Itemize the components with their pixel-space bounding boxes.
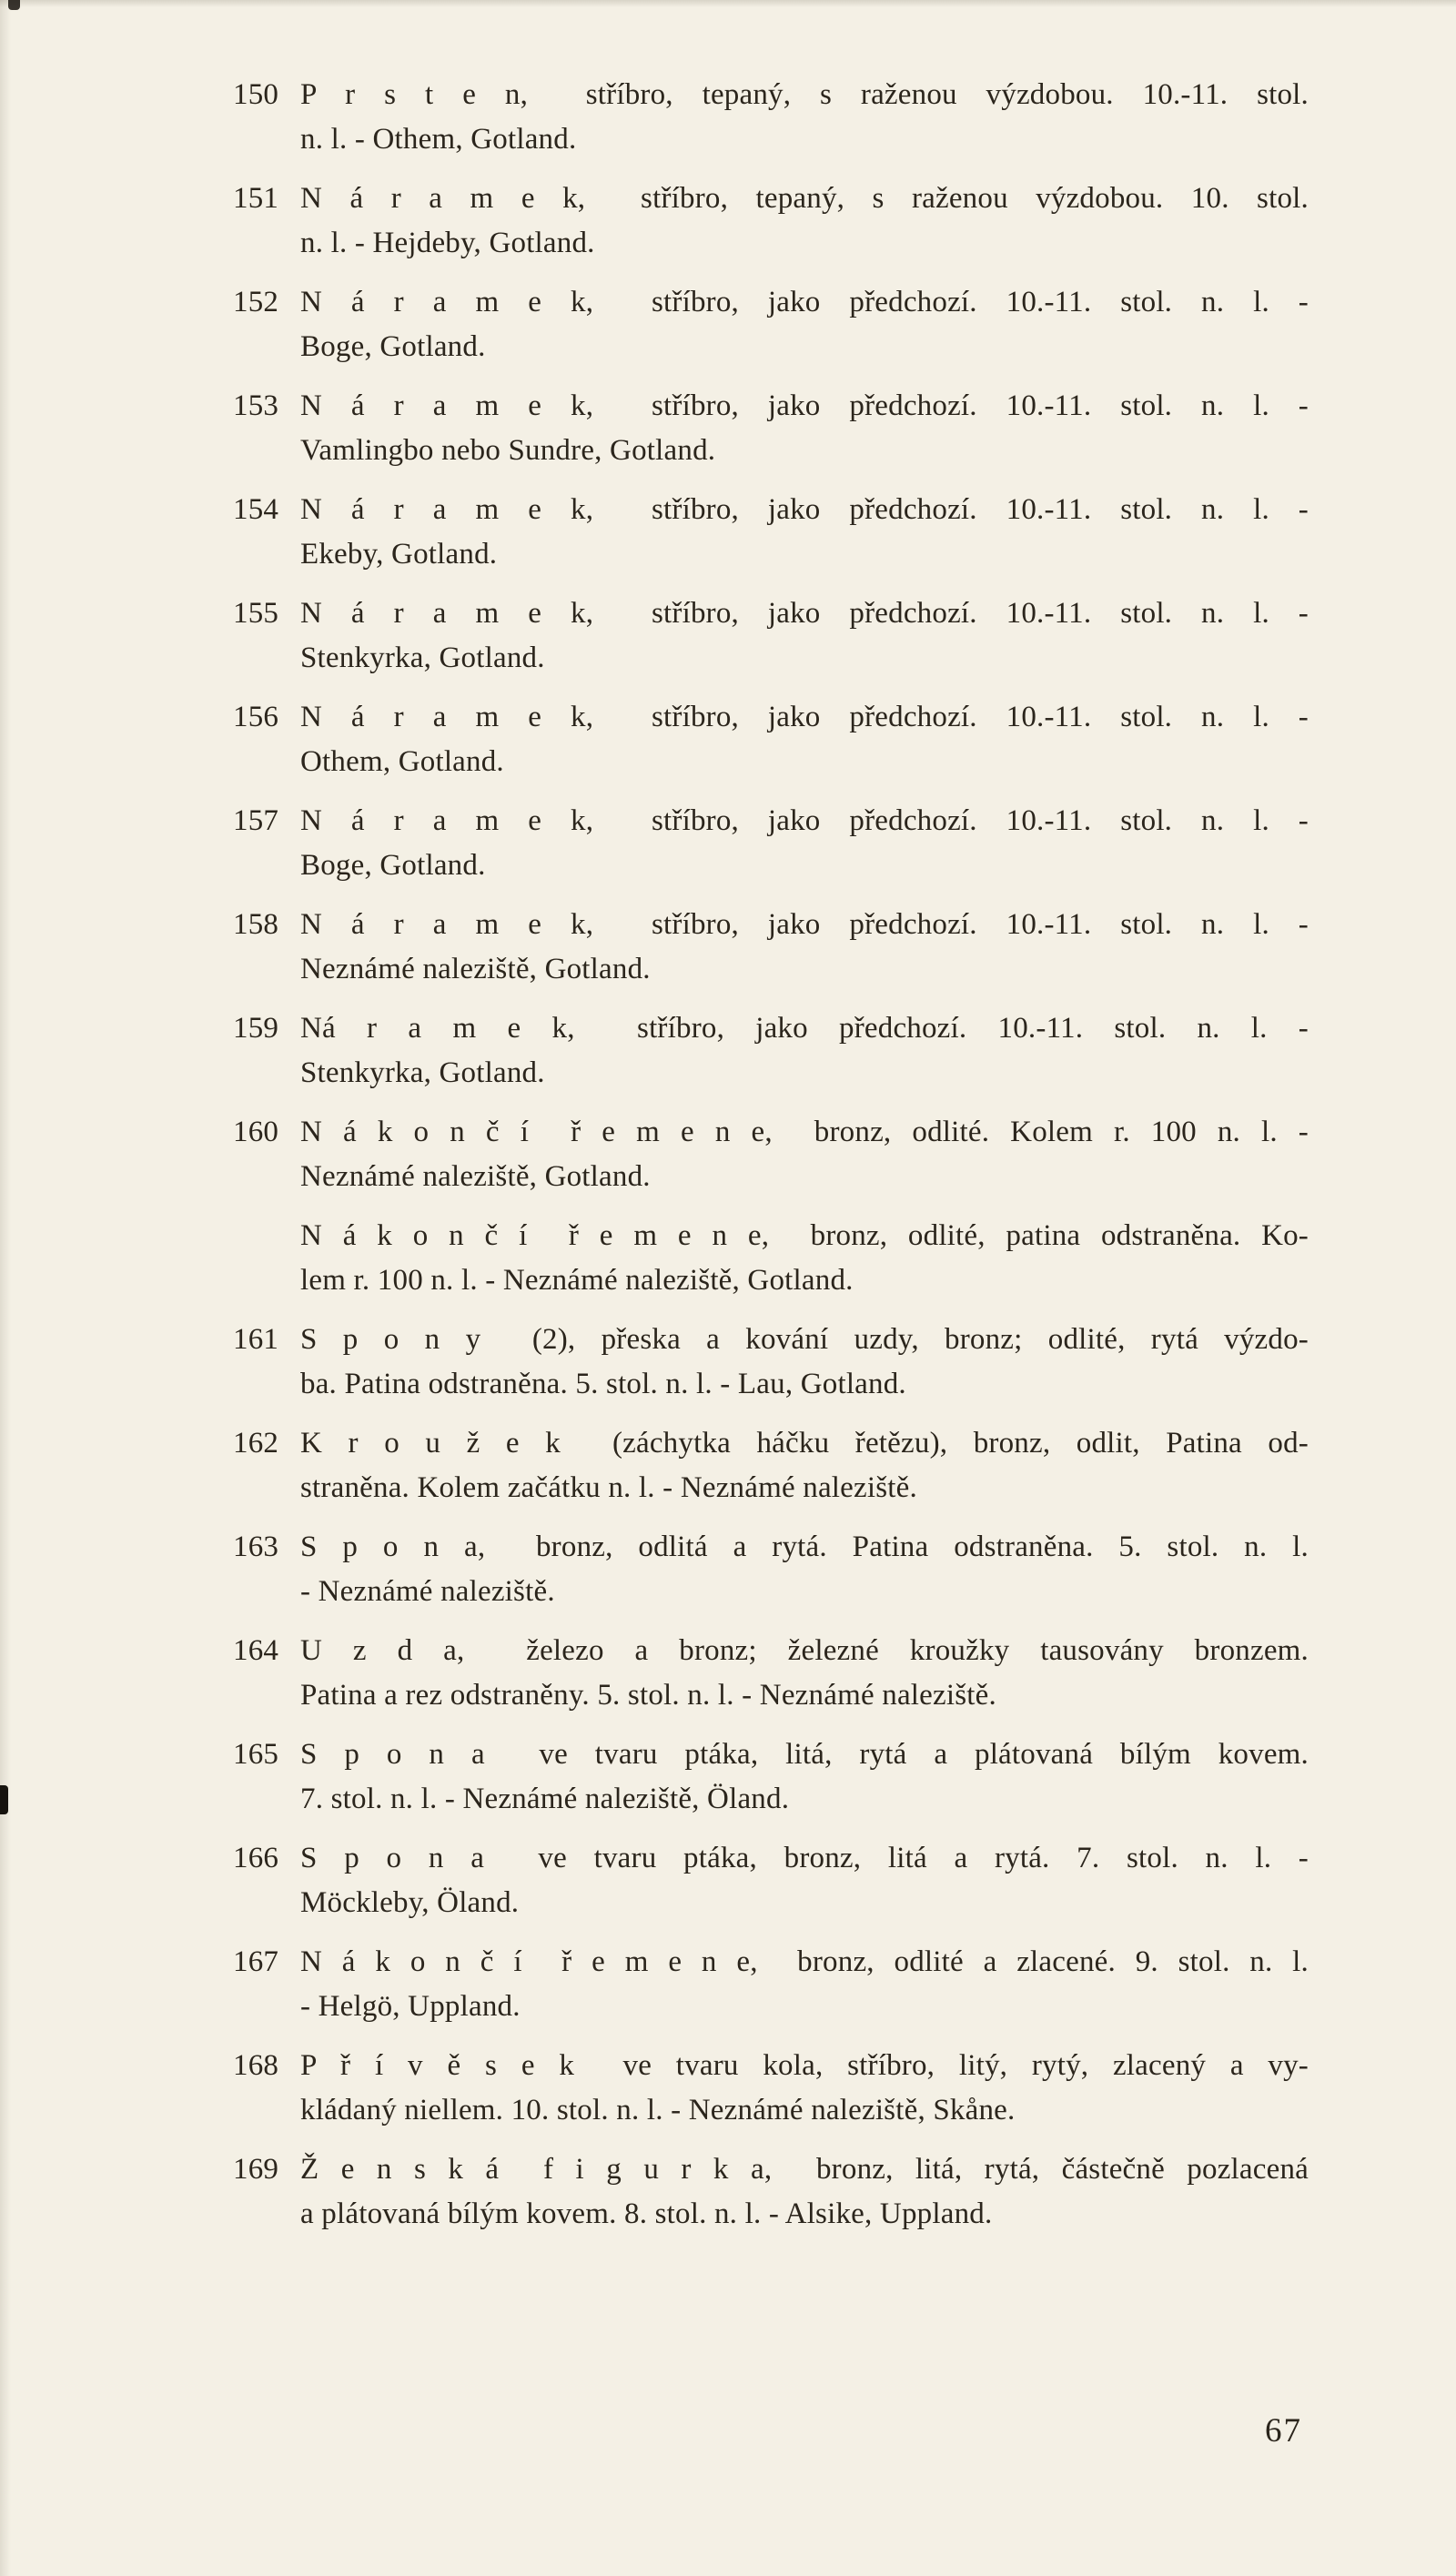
entry-line: kládaný niellem. 10. stol. n. l. - Neznámé naleziště, Skåne. — [300, 2094, 1016, 2126]
entry-number: 150 — [233, 78, 279, 111]
catalog-entry — [233, 384, 1309, 473]
entry-line: 7. stol. n. l. - Neznámé naleziště, Öland. — [300, 1783, 790, 1815]
entry-number: 158 — [233, 908, 279, 941]
catalog-entry — [233, 903, 1309, 992]
entry-line: Neznámé naleziště, Gotland. — [300, 953, 651, 985]
catalog-entry — [233, 1525, 1309, 1614]
entry-line: U z d a, železo a bronz; železné kroužky tausovány bronzem. — [300, 1634, 1309, 1667]
entry-line: S p o n y (2), přeska a kování uzdy, bronz; odlité, rytá výzdo- — [300, 1323, 1309, 1356]
catalog-entry — [233, 1006, 1309, 1096]
catalog-entry — [233, 1732, 1309, 1822]
entry-line: P r s t e n, stříbro, tepaný, s raženou výzdobou. 10.-11. stol. — [300, 78, 1309, 111]
entry-number: 166 — [233, 1842, 279, 1874]
entry-paragraph — [233, 1836, 1309, 1925]
entry-paragraph — [233, 1318, 1309, 1407]
catalog-entry — [233, 488, 1309, 577]
entry-paragraph — [233, 2147, 1309, 2237]
catalog-entry — [233, 73, 1309, 162]
entry-number: 157 — [233, 804, 279, 837]
catalog-entry — [233, 2147, 1309, 2237]
entry-paragraph — [233, 177, 1309, 266]
entry-number: 160 — [233, 1116, 279, 1148]
catalog-entry — [233, 695, 1309, 784]
entry-line: N á k o n č í ř e m e n e, bronz, odlité. Kolem r. 100 n. l. - — [300, 1116, 1309, 1148]
entry-line: - Neznámé naleziště. — [300, 1575, 555, 1608]
entry-line: straněna. Kolem začátku n. l. - Neznámé naleziště. — [300, 1471, 917, 1504]
entry-paragraph — [233, 799, 1309, 888]
entry-line: Neznámé naleziště, Gotland. — [300, 1160, 651, 1193]
entry-paragraph — [300, 1214, 1309, 1303]
entry-line: Stenkyrka, Gotland. — [300, 1056, 545, 1089]
entry-number: 159 — [233, 1012, 279, 1045]
entry-paragraph — [233, 1732, 1309, 1822]
entry-paragraph — [233, 488, 1309, 577]
catalog-entry — [233, 1110, 1309, 1303]
entry-line: N á r a m e k, stříbro, jako předchozí. 10.-11. stol. n. l. - — [300, 701, 1309, 733]
entry-number: 162 — [233, 1427, 279, 1460]
catalog-entry — [233, 1318, 1309, 1407]
entry-line: Patina a rez odstraněny. 5. stol. n. l. - Neznámé naleziště. — [300, 1679, 996, 1712]
entry-line: N á r a m e k, stříbro, jako předchozí. 10.-11. stol. n. l. - — [300, 493, 1309, 526]
entry-line: N á r a m e k, stříbro, jako předchozí. 10.-11. stol. n. l. - — [300, 597, 1309, 630]
scan-artifact-top-corner — [8, 0, 20, 10]
entry-line: Othem, Gotland. — [300, 745, 504, 778]
entry-number: 154 — [233, 493, 279, 526]
entry-line: K r o u ž e k (záchytka háčku řetězu), bronz, odlit, Patina od- — [300, 1427, 1309, 1460]
catalog-entry — [233, 1940, 1309, 2029]
entry-line: lem r. 100 n. l. - Neznámé naleziště, Gotland. — [300, 1264, 854, 1297]
catalog-entry — [233, 2044, 1309, 2133]
entry-number: 161 — [233, 1323, 279, 1356]
entry-line: N á r a m e k, stříbro, tepaný, s raženou výzdobou. 10. stol. — [300, 182, 1309, 215]
entry-paragraph — [233, 591, 1309, 681]
catalog-entry — [233, 280, 1309, 369]
entry-line: Boge, Gotland. — [300, 849, 486, 882]
catalog-entry — [233, 177, 1309, 266]
entry-number: 167 — [233, 1945, 279, 1978]
entry-line: Boge, Gotland. — [300, 330, 486, 363]
entry-paragraph — [233, 1006, 1309, 1096]
entry-paragraph — [233, 903, 1309, 992]
entry-number: 165 — [233, 1738, 279, 1771]
page-edge-shadow-left — [0, 0, 11, 2576]
entry-paragraph — [233, 2044, 1309, 2133]
entry-line: Ekeby, Gotland. — [300, 538, 498, 571]
entry-number: 169 — [233, 2153, 279, 2186]
entry-line: N á r a m e k, stříbro, jako předchozí. 10.-11. stol. n. l. - — [300, 389, 1309, 422]
page-edge-shadow-top — [0, 0, 1456, 7]
entry-number: 168 — [233, 2049, 279, 2082]
entry-line: n. l. - Othem, Gotland. — [300, 123, 577, 156]
entry-line: S p o n a ve tvaru ptáka, litá, rytá a plátovaná bílým kovem. — [300, 1738, 1309, 1771]
entry-number: 156 — [233, 701, 279, 733]
entry-paragraph — [233, 695, 1309, 784]
entry-line: Ná r a m e k, stříbro, jako předchozí. 10.-11. stol. n. l. - — [300, 1012, 1309, 1045]
catalog-list — [233, 73, 1309, 2251]
entry-line: N á r a m e k, stříbro, jako předchozí. 10.-11. stol. n. l. - — [300, 804, 1309, 837]
entry-paragraph — [233, 384, 1309, 473]
entry-number: 163 — [233, 1530, 279, 1563]
catalog-entry — [233, 591, 1309, 681]
entry-line: Vamlingbo nebo Sundre, Gotland. — [300, 434, 716, 467]
entry-line: a plátovaná bílým kovem. 8. stol. n. l. - Alsike, Uppland. — [300, 2197, 993, 2230]
entry-line: P ř í v ě s e k ve tvaru kola, stříbro, litý, rytý, zlacený a vy- — [300, 2049, 1309, 2082]
entry-paragraph — [233, 1629, 1309, 1718]
catalog-entry — [233, 799, 1309, 888]
entry-line: Ž e n s k á f i g u r k a, bronz, litá, rytá, částečně pozlacená — [300, 2153, 1309, 2186]
page-number: 67 — [1265, 2412, 1302, 2450]
catalog-entry — [233, 1629, 1309, 1718]
entry-paragraph — [233, 73, 1309, 162]
entry-line: n. l. - Hejdeby, Gotland. — [300, 227, 595, 259]
entry-line: S p o n a ve tvaru ptáka, bronz, litá a rytá. 7. stol. n. l. - — [300, 1842, 1309, 1874]
entry-paragraph — [233, 1525, 1309, 1614]
entry-line: - Helgö, Uppland. — [300, 1990, 521, 2023]
entry-line: ba. Patina odstraněna. 5. stol. n. l. - Lau, Gotland. — [300, 1368, 906, 1400]
catalog-entry — [233, 1421, 1309, 1510]
entry-paragraph — [233, 1110, 1309, 1199]
scan-artifact-left-edge — [0, 1785, 8, 1814]
entry-number: 155 — [233, 597, 279, 630]
entry-line: Stenkyrka, Gotland. — [300, 641, 545, 674]
entry-line: N á k o n č í ř e m e n e, bronz, odlité a zlacené. 9. stol. n. l. — [300, 1945, 1309, 1978]
entry-number: 152 — [233, 286, 279, 318]
entry-number: 151 — [233, 182, 279, 215]
entry-paragraph — [233, 1940, 1309, 2029]
entry-paragraph — [233, 1421, 1309, 1510]
entry-line: Möckleby, Öland. — [300, 1886, 520, 1919]
catalog-entry — [233, 1836, 1309, 1925]
entry-line: N á k o n č í ř e m e n e, bronz, odlité, patina odstraněna. Ko- — [300, 1219, 1309, 1252]
entry-paragraph — [233, 280, 1309, 369]
entry-line: N á r a m e k, stříbro, jako předchozí. 10.-11. stol. n. l. - — [300, 286, 1309, 318]
entry-line: S p o n a, bronz, odlitá a rytá. Patina odstraněna. 5. stol. n. l. — [300, 1530, 1309, 1563]
entry-number: 153 — [233, 389, 279, 422]
entry-line: N á r a m e k, stříbro, jako předchozí. 10.-11. stol. n. l. - — [300, 908, 1309, 941]
entry-number: 164 — [233, 1634, 279, 1667]
